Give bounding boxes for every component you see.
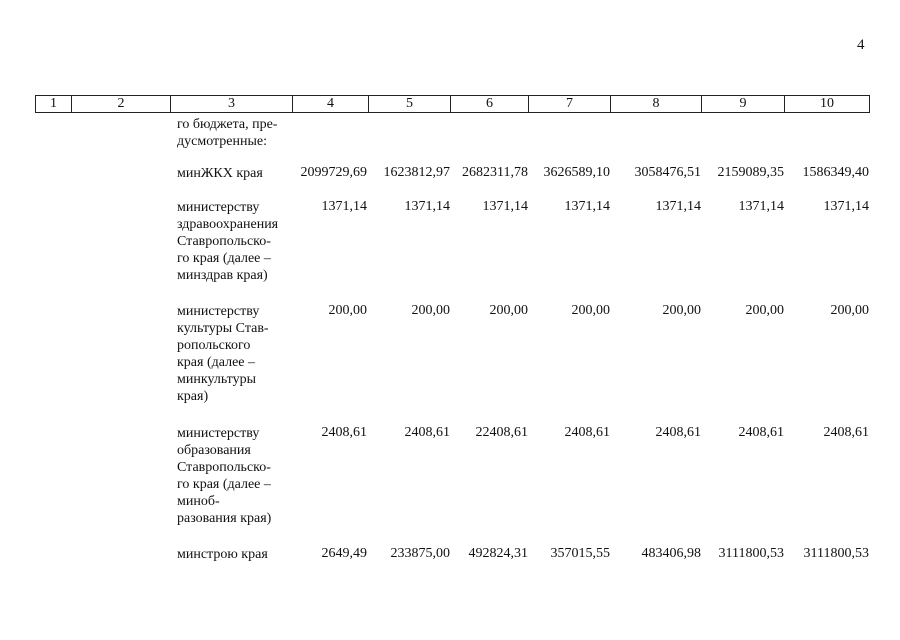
header-col-7: 7 [529, 96, 611, 113]
header-col-1: 1 [36, 96, 72, 113]
value-col-8: 3058476,51 [634, 165, 701, 180]
value-col-4: 2649,49 [321, 546, 367, 561]
label-line: края (далее – [177, 355, 255, 370]
value-col-6: 22408,61 [475, 425, 528, 440]
value-col-7: 3626589,10 [543, 165, 610, 180]
label-line: миноб- [177, 494, 220, 509]
value-col-7: 2408,61 [564, 425, 610, 440]
header-col-10: 10 [785, 96, 870, 113]
header-col-5: 5 [369, 96, 451, 113]
header-col-2: 2 [72, 96, 171, 113]
label-line: министерству [177, 304, 260, 319]
value-col-9: 2159089,35 [717, 165, 784, 180]
row-label [177, 425, 289, 527]
value-col-8: 200,00 [662, 303, 701, 318]
label-line: ропольского [177, 338, 251, 353]
value-col-10: 1371,14 [823, 199, 869, 214]
value-col-9: 200,00 [745, 303, 784, 318]
value-col-4: 2408,61 [321, 425, 367, 440]
label-line: минздрав края) [177, 268, 268, 283]
value-col-4: 200,00 [328, 303, 367, 318]
page-number: 4 [857, 37, 865, 53]
value-col-6: 2682311,78 [462, 165, 528, 180]
value-col-6: 200,00 [489, 303, 528, 318]
continuation-label [177, 116, 289, 150]
label-line: го бюджета, пре- [177, 117, 278, 132]
value-col-5: 233875,00 [390, 546, 450, 561]
value-col-5: 200,00 [411, 303, 450, 318]
header-col-3: 3 [171, 96, 293, 113]
value-col-9: 1371,14 [738, 199, 784, 214]
label-line: дусмотренные: [177, 134, 268, 149]
header-col-9: 9 [702, 96, 785, 113]
header-col-6: 6 [451, 96, 529, 113]
label-line: разования края) [177, 511, 272, 526]
value-col-10: 2408,61 [823, 425, 869, 440]
value-col-8: 1371,14 [655, 199, 701, 214]
header-col-8: 8 [611, 96, 702, 113]
row-label [177, 546, 289, 563]
label-line: го края (далее – [177, 477, 271, 492]
label-line: Ставропольско- [177, 234, 271, 249]
label-line: здравоохранения [177, 217, 279, 232]
label-line: образования [177, 443, 251, 458]
value-col-4: 2099729,69 [300, 165, 367, 180]
label-line: края) [177, 389, 209, 404]
value-col-5: 2408,61 [404, 425, 450, 440]
column-number-header [35, 95, 870, 113]
value-col-6: 492824,31 [468, 546, 528, 561]
value-col-10: 3111800,53 [803, 546, 869, 561]
value-col-5: 1371,14 [404, 199, 450, 214]
row-label [177, 199, 289, 284]
label-line: Ставропольско- [177, 460, 271, 475]
value-col-7: 200,00 [571, 303, 610, 318]
label-line: минЖКХ края [177, 166, 263, 181]
value-col-10: 1586349,40 [802, 165, 869, 180]
label-line: минкультуры [177, 372, 257, 387]
label-line: го края (далее – [177, 251, 271, 266]
value-col-9: 2408,61 [738, 425, 784, 440]
label-line: министерству [177, 426, 260, 441]
value-col-7: 1371,14 [564, 199, 610, 214]
label-line: минстрою края [177, 547, 268, 562]
value-col-5: 1623812,97 [383, 165, 450, 180]
value-col-9: 3111800,53 [718, 546, 784, 561]
header-col-4: 4 [293, 96, 369, 113]
row-label [177, 165, 289, 182]
value-col-8: 483406,98 [641, 546, 701, 561]
value-col-6: 1371,14 [482, 199, 528, 214]
row-label [177, 303, 289, 405]
value-col-7: 357015,55 [550, 546, 610, 561]
value-col-10: 200,00 [830, 303, 869, 318]
value-col-4: 1371,14 [321, 199, 367, 214]
label-line: министерству [177, 200, 260, 215]
value-col-8: 2408,61 [655, 425, 701, 440]
label-line: культуры Став- [177, 321, 269, 336]
